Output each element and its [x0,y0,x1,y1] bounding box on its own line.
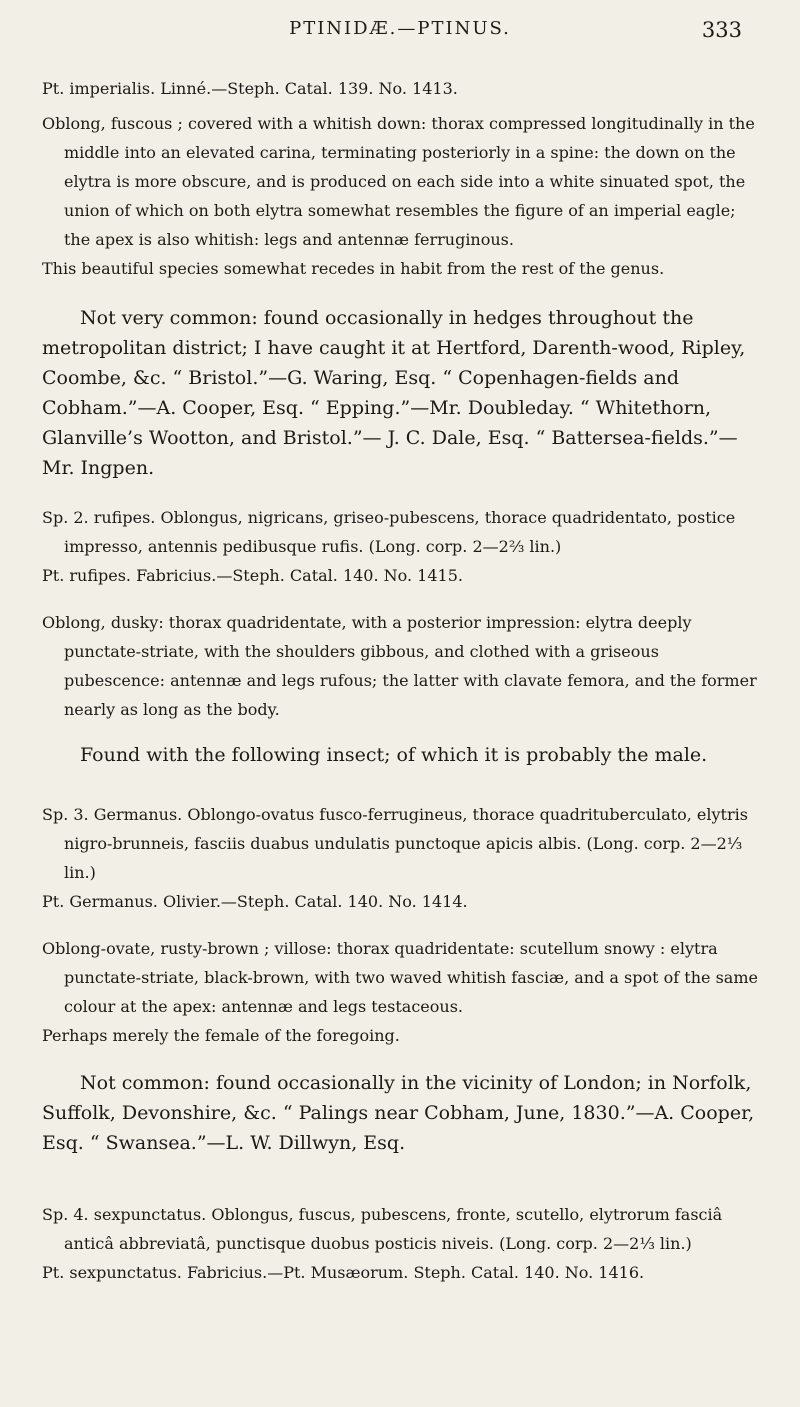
species-heading: Sp. 4. sexpunctatus. Oblongus, fuscus, pubescens, fronte, scutello, elytrorum fasciâ anticâ abbreviatâ, punctisque duobus posticis niveis. (Long. corp. 2—2⅓ lin.) [42,1205,723,1253]
description: Oblong, dusky: thorax quadridentate, with a posterior impression: elytra deeply punctate-striate, with the shoulders gibbous, and clothed with a griseous pubescence: antennæ and legs rufous; the latter with clavate femora, and the former nearly as long as the body. [42,613,757,719]
synonym-line: Pt. Germanus. Olivier.—Steph. Catal. 140. No. 1414. [42,892,468,911]
species-heading: Sp. 3. Germanus. Oblongo-ovatus fusco-ferrugineus, thorace quadrituberculato, elytris nigro-brunneis, fasciis duabus undulatis punctoque apicis albis. (Long. corp. 2—2⅓ lin.) [42,805,748,882]
species-imperialis [42,74,760,483]
species-heading: Sp. 2. rufipes. Oblongus, nigricans, griseo-pubescens, thorace quadridentato, postice impresso, antennis pedibusque rufis. (Long. corp. 2—2⅔ lin.) [42,508,736,556]
species-sexpunctatus [42,1200,760,1287]
running-title: PTINIDÆ.—PTINUS. [289,18,511,39]
habitat: Found with the following insect; of which it is probably the male. [80,744,708,766]
synonym-line: Pt. imperialis. Linné.—Steph. Catal. 139. No. 1413. [42,79,458,98]
note: This beautiful species somewhat recedes in habit from the rest of the genus. [42,259,665,278]
species-rufipes [42,503,760,770]
description: Oblong-ovate, rusty-brown ; villose: thorax quadridentate: scutellum snowy : elytra punctate-striate, black-brown, with two waved whitish fasciæ, and a spot of the same colour at the apex: antennæ and legs testaceous. [42,939,758,1016]
running-header [0,18,800,52]
synonym-line: Pt. sexpunctatus. Fabricius.—Pt. Musæorum. Steph. Catal. 140. No. 1416. [42,1263,645,1282]
synonym-line: Pt. rufipes. Fabricius.—Steph. Catal. 140. No. 1415. [42,566,463,585]
habitat: Not very common: found occasionally in hedges throughout the metropolitan district; I have caught it at Hertford, Darenth-wood, Ripley, Coombe, &c. “ Bristol.”—G. Waring, Esq. “ Copenhagen-fields and Cobham.”—A. Cooper, Esq. “ Epping.”—Mr. Doubleday. “ Whitethorn, Glanville’s Wootton, and Bristol.”— J. C. Dale, Esq. “ Battersea-fields.”—Mr. Ingpen. [42,307,746,479]
note: Perhaps merely the female of the foregoing. [42,1026,400,1045]
description: Oblong, fuscous ; covered with a whitish down: thorax compressed longitudinally in the middle into an elevated carina, terminating posteriorly in a spine: the down on the elytra is more obscure, and is produced on each side into a white sinuated spot, the union of which on both elytra somewhat resembles the figure of an imperial eagle; the apex is also whitish: legs and antennæ ferruginous. [42,114,755,249]
species-germanus [42,800,760,1158]
page-number: 333 [701,18,742,42]
habitat: Not common: found occasionally in the vicinity of London; in Norfolk, Suffolk, Devonshire, &c. “ Palings near Cobham, June, 1830.”—A. Cooper, Esq. “ Swansea.”—L. W. Dillwyn, Esq. [42,1072,755,1154]
